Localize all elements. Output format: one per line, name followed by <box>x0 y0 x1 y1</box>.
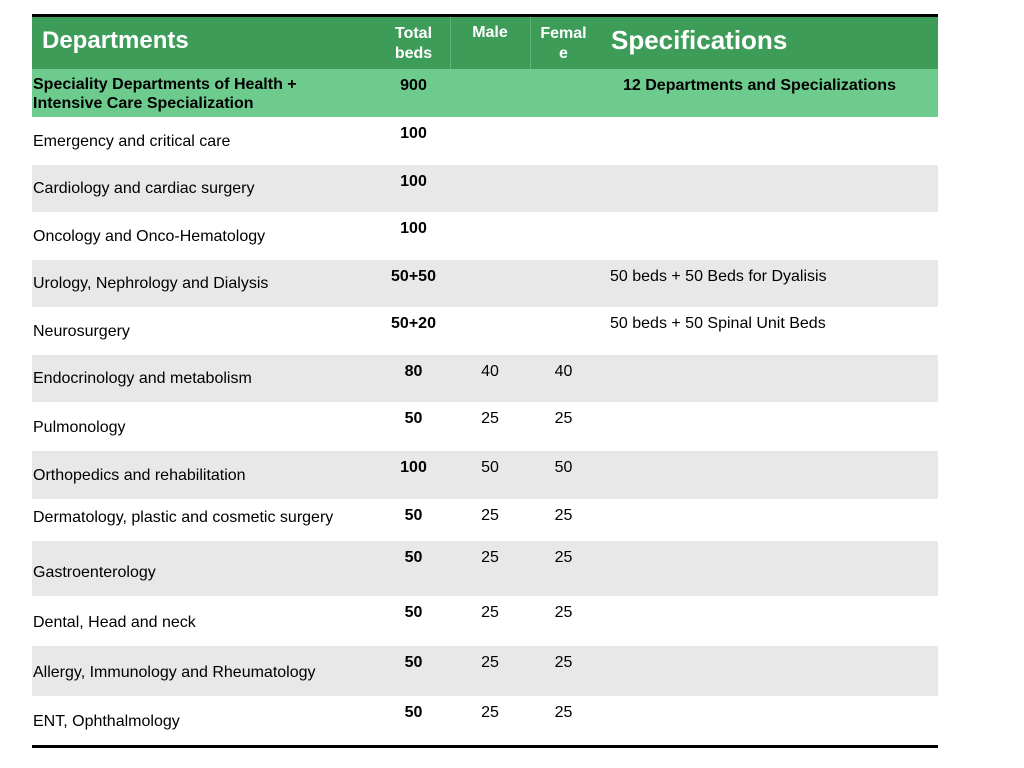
row-department: Cardiology and cardiac surgery <box>33 180 255 197</box>
row-total-beds: 50 <box>404 549 423 566</box>
table-row <box>32 402 938 451</box>
summary-department <box>32 69 377 117</box>
row-female-beds: 50 <box>554 459 573 476</box>
table-row <box>32 541 938 596</box>
row-specification <box>597 696 938 745</box>
row-male-beds: 50 <box>481 459 499 476</box>
header-male: Male <box>472 24 508 41</box>
row-total-beds: 100 <box>400 220 427 237</box>
row-department: ENT, Ophthalmology <box>33 713 180 730</box>
row-department: Orthopedics and rehabilitation <box>33 467 246 484</box>
header-divider <box>530 17 531 69</box>
row-specification <box>597 117 938 165</box>
row-total-beds: 50+50 <box>391 268 436 285</box>
row-specification <box>597 499 938 541</box>
table-header <box>32 17 938 69</box>
row-female-beds: 25 <box>554 604 573 621</box>
table-row <box>32 212 938 260</box>
row-male-beds: 25 <box>481 507 499 524</box>
row-male-beds: 25 <box>481 604 499 621</box>
row-total-beds: 50 <box>404 507 423 524</box>
row-specification <box>597 402 938 451</box>
table-row <box>32 260 938 307</box>
row-female-beds <box>530 307 597 355</box>
row-female-beds: 25 <box>554 704 573 721</box>
table-row <box>32 165 938 212</box>
table-row <box>32 307 938 355</box>
header-female-line1: Femal <box>540 25 587 42</box>
row-male-beds <box>450 165 530 212</box>
table-body <box>32 117 938 745</box>
table-row <box>32 646 938 696</box>
summary-spec: 12 Departments and Specializations <box>623 77 896 94</box>
row-male-beds <box>450 260 530 307</box>
row-female-beds <box>530 117 597 165</box>
header-total-line1: Total <box>394 25 433 42</box>
header-divider <box>450 17 451 69</box>
summary-dept-line1: Speciality Departments of Health + <box>33 76 297 93</box>
row-female-beds: 25 <box>554 507 573 524</box>
row-specification <box>597 451 938 499</box>
row-specification <box>597 646 938 696</box>
header-departments: Departments <box>42 27 189 54</box>
row-female-beds: 25 <box>554 549 573 566</box>
row-total-beds: 50+20 <box>391 315 436 332</box>
row-male-beds: 25 <box>481 549 499 566</box>
row-female-beds: 40 <box>554 363 573 380</box>
header-female <box>530 17 597 69</box>
table-row <box>32 499 938 541</box>
row-department: Urology, Nephrology and Dialysis <box>33 275 269 292</box>
row-department: Neurosurgery <box>33 323 130 340</box>
row-total-beds: 50 <box>404 604 423 621</box>
row-specification: 50 beds + 50 Beds for Dyalisis <box>610 268 827 285</box>
row-specification <box>597 165 938 212</box>
summary-dept-line2: Intensive Care Specialization <box>33 95 254 112</box>
row-department: Dermatology, plastic and cosmetic surgery <box>33 509 334 526</box>
row-department: Oncology and Onco-Hematology <box>33 228 266 245</box>
header-specifications: Specifications <box>611 25 788 55</box>
row-department: Pulmonology <box>33 419 126 436</box>
row-specification: 50 beds + 50 Spinal Unit Beds <box>610 315 826 332</box>
header-female-line2: e <box>559 45 568 62</box>
row-female-beds: 25 <box>554 410 573 427</box>
row-female-beds: 25 <box>554 654 573 671</box>
row-male-beds: 25 <box>481 704 499 721</box>
row-male-beds: 25 <box>481 654 499 671</box>
table-row <box>32 355 938 402</box>
row-total-beds: 100 <box>400 173 427 190</box>
table-row <box>32 696 938 745</box>
row-male-beds: 25 <box>481 410 499 427</box>
row-specification <box>597 596 938 646</box>
row-specification <box>597 541 938 596</box>
header-total-beds <box>377 17 450 69</box>
row-specification <box>597 355 938 402</box>
row-department: Allergy, Immunology and Rheumatology <box>33 664 316 681</box>
row-total-beds: 100 <box>400 125 427 142</box>
row-male-beds <box>450 307 530 355</box>
row-department: Gastroenterology <box>33 564 156 581</box>
row-female-beds <box>530 212 597 260</box>
departments-table <box>32 14 938 748</box>
row-total-beds: 50 <box>404 654 423 671</box>
summary-male <box>450 69 530 117</box>
summary-row <box>32 69 938 117</box>
row-male-beds <box>450 212 530 260</box>
row-total-beds: 80 <box>404 363 423 380</box>
table-row <box>32 117 938 165</box>
summary-female <box>530 69 597 117</box>
row-male-beds: 40 <box>481 363 499 380</box>
row-specification <box>597 212 938 260</box>
row-total-beds: 50 <box>404 704 423 721</box>
table-row <box>32 596 938 646</box>
header-total-line2: beds <box>394 45 433 62</box>
row-department: Emergency and critical care <box>33 133 231 150</box>
row-total-beds: 100 <box>400 459 427 476</box>
row-female-beds <box>530 165 597 212</box>
summary-total: 900 <box>400 77 427 94</box>
row-department: Dental, Head and neck <box>33 614 196 631</box>
row-total-beds: 50 <box>404 410 423 427</box>
row-female-beds <box>530 260 597 307</box>
row-department: Endocrinology and metabolism <box>33 370 252 387</box>
table-row <box>32 451 938 499</box>
row-male-beds <box>450 117 530 165</box>
